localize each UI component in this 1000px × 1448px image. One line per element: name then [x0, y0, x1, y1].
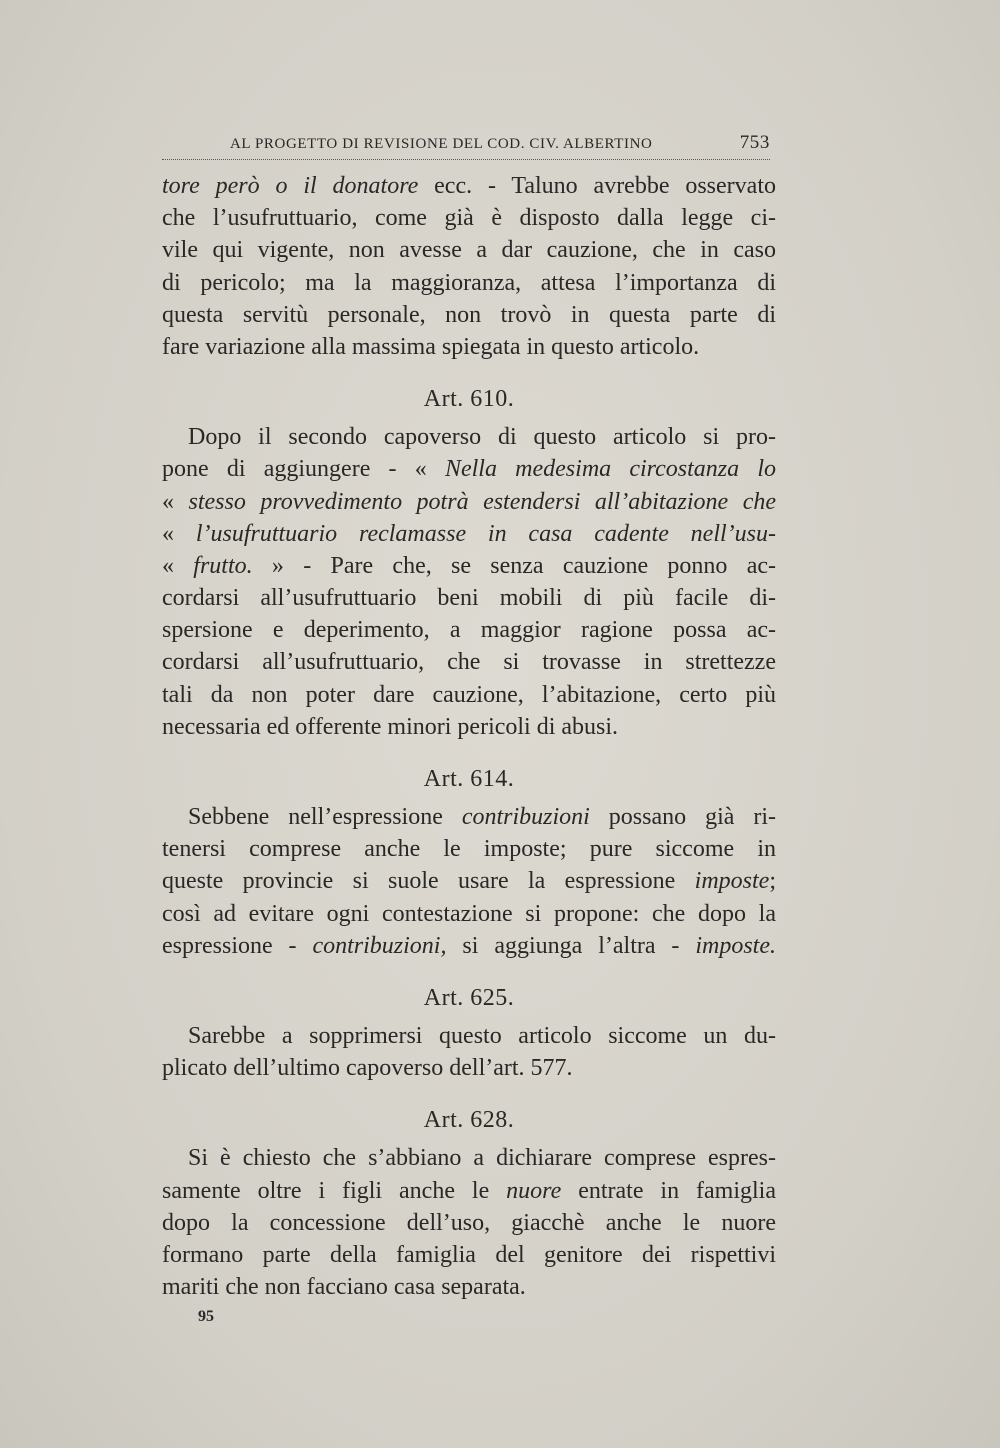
printer-signature: 95: [198, 1308, 214, 1325]
text-line: Sarebbe a sopprimersi questo articolo siccome un du-: [188, 1022, 776, 1049]
page-number: 753: [739, 132, 770, 153]
text-line: « stesso provvedimento potrà estendersi all’abitazione che: [162, 488, 777, 515]
text-line: cordarsi all’usufruttuario beni mobili di più facile di-: [162, 585, 776, 612]
running-header: [230, 132, 770, 158]
text-line: pone di aggiungere - « Nella medesima circostanza lo: [162, 456, 776, 483]
text-line: questa servitù personale, non trovò in questa parte di: [162, 301, 776, 328]
article-625: [162, 982, 776, 1084]
text-line: dopo la concessione dell’uso, giacchè anche le nuore: [162, 1209, 776, 1236]
article-628: [162, 1104, 776, 1303]
text-line: di pericolo; ma la maggioranza, attesa l’importanza di: [162, 269, 776, 296]
text-line: così ad evitare ogni contestazione si propone: che dopo la: [162, 900, 776, 927]
article-610: [162, 383, 776, 743]
article-heading: Art. 628.: [423, 1107, 515, 1134]
text-line: « frutto. » - Pare che, se senza cauzione ponno ac-: [162, 552, 777, 579]
text-line: tali da non poter dare cauzione, l’abitazione, certo più: [162, 681, 776, 708]
paragraph-continuation: [162, 170, 776, 363]
text-line: tore però o il donatore ecc. - Taluno avrebbe osservato: [162, 173, 776, 199]
article-614: [162, 763, 776, 962]
text-line: queste provincie si suole usare la espressione imposte;: [162, 868, 776, 895]
text-line: cordarsi all’usufruttuario, che si trovasse in strettezze: [162, 649, 776, 676]
text-line: mariti che non facciano casa separata.: [162, 1274, 526, 1301]
text-line: spersione e deperimento, a maggior ragione possa ac-: [162, 617, 776, 644]
text-line: tenersi comprese anche le imposte; pure siccome in: [162, 836, 776, 863]
text-line: necessaria ed offerente minori pericoli di abusi.: [162, 713, 619, 740]
text-line: formano parte della famiglia del genitore dei rispettivi: [162, 1241, 776, 1268]
running-title: AL PROGETTO DI REVISIONE DEL COD. CIV. ALBERTINO: [230, 136, 653, 152]
text-line: samente oltre i figli anche le nuore entrate in famiglia: [162, 1177, 777, 1204]
text-line: fare variazione alla massima spiegata in questo articolo.: [162, 333, 700, 360]
text-line: vile qui vigente, non avesse a dar cauzione, che in caso: [162, 237, 776, 264]
text-line: plicato dell’ultimo capoverso dell’art. 577.: [162, 1055, 573, 1082]
article-heading: Art. 625.: [423, 984, 515, 1011]
article-heading: Art. 614.: [423, 766, 515, 792]
text-line: Dopo il secondo capoverso di questo articolo si pro-: [188, 424, 776, 451]
text-line: espressione - contribuzioni, si aggiunga l’altra - imposte.: [162, 932, 776, 959]
header-rule: [162, 159, 770, 160]
text-line: che l’usufruttuario, come già è disposto dalla legge ci-: [162, 205, 776, 232]
article-heading: Art. 610.: [423, 386, 515, 413]
page-body: [162, 170, 776, 1303]
text-line: Si è chiesto che s’abbiano a dichiarare comprese espres-: [188, 1145, 776, 1172]
text-line: « l’usufruttuario reclamasse in casa cadente nell’usu-: [162, 520, 776, 547]
text-line: Sebbene nell’espressione contribuzioni possano già ri-: [188, 804, 776, 830]
